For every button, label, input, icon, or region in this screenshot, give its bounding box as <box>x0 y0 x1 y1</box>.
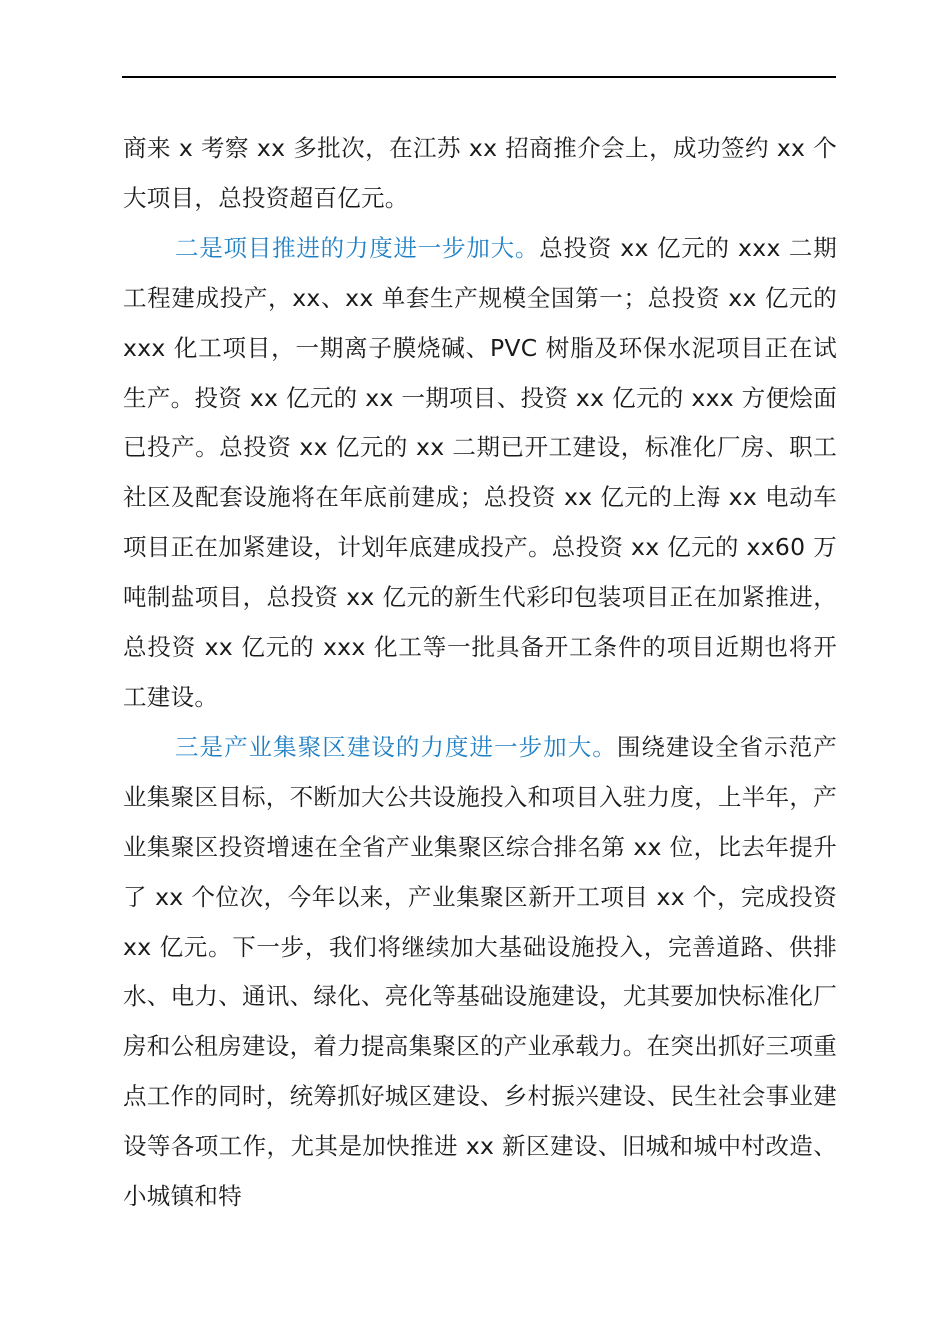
paragraph-industrial-cluster <box>123 723 837 1222</box>
section-heading: 二是项目推进的力度进一步加大。 <box>175 233 540 262</box>
header-rule <box>122 76 836 78</box>
paragraph-text: 围绕建设全省示范产业集聚区目标，不断加大公共设施投入和项目入驻力度，上半年，产业集聚区投资增速在全省产业集聚区综合排名第 xx 位，比去年提升了 xx 个位次，今年以来，产业集聚区新开工项目 xx 个，完成投资 xx 亿元。下一步，我们将继续加大基础设施投入，完善道路、供排水、电力、通讯、绿化、亮化等基础设施建设，尤其要加快标准化厂房和公租房建设，着力提高集聚区的产业承载力。在突出抓好三项重点工作的同时，统筹抓好城区建设、乡村振兴建设、民生社会事业建设等各项工作，尤其是加快推进 xx 新区建设、旧城和城中村改造、小城镇和特 <box>123 732 837 1211</box>
body-text <box>123 124 837 1222</box>
section-heading: 三是产业集聚区建设的力度进一步加大。 <box>175 732 617 761</box>
paragraph-continuation <box>123 124 837 224</box>
paragraph-text: 总投资 xx 亿元的 xxx 二期工程建成投产，xx、xx 单套生产规模全国第一；总投资 xx 亿元的 xxx 化工项目，一期离子膜烧碱、PVC 树脂及环保水泥项目正在试生产。投资 xx 亿元的 xx 一期项目、投资 xx 亿元的 xxx 方便烩面已投产。总投资 xx 亿元的 xx 二期已开工建设，标准化厂房、职工社区及配套设施将在年底前建成；总投资 xx 亿元的上海 xx 电动车项目正在加紧建设，计划年底建成投产。总投资 xx 亿元的 xx60 万吨制盐项目，总投资 xx 亿元的新生代彩印包装项目正在加紧推进，总投资 xx 亿元的 xxx 化工等一批具备开工条件的项目近期也将开工建设。 <box>123 233 838 711</box>
paragraph-project-progress <box>123 224 837 723</box>
paragraph-text: 商来 x 考察 xx 多批次，在江苏 xx 招商推介会上，成功签约 xx 个大项目，总投资超百亿元。 <box>123 134 837 212</box>
